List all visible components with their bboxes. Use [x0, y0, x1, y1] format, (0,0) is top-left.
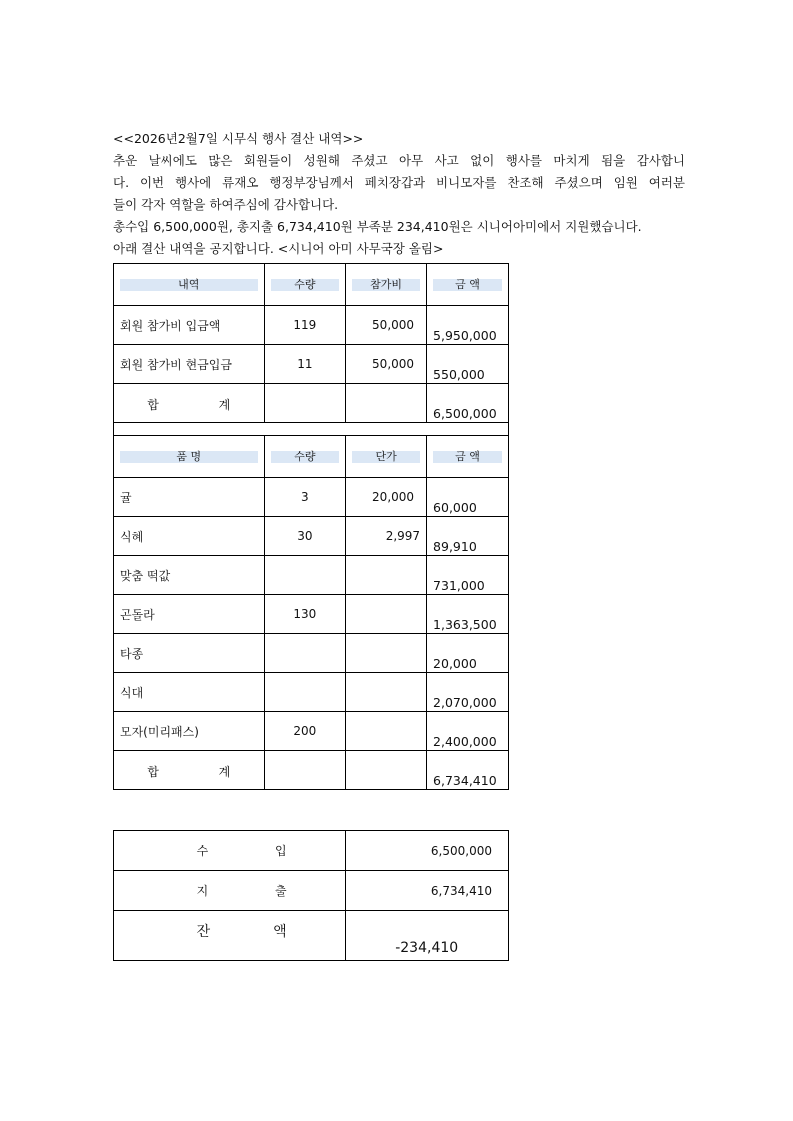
summary-income-value: 6,500,000: [346, 831, 509, 871]
row-price: 20,000: [346, 478, 427, 517]
expense-header-qty: 수량: [264, 436, 346, 478]
row-name: 회원 참가비 현금입금: [114, 345, 265, 384]
summary-expense-row: [114, 871, 509, 911]
empty-cell: [346, 751, 427, 790]
empty-cell: [346, 384, 427, 423]
row-price: 50,000: [346, 345, 427, 384]
row-qty: 119: [264, 306, 346, 345]
row-qty: 200: [264, 712, 346, 751]
table-row: [114, 595, 509, 634]
row-price: [346, 712, 427, 751]
row-amount: 1,363,500: [427, 595, 509, 634]
summary-income-label: 수 입: [114, 831, 346, 871]
income-total-amount: 6,500,000: [427, 384, 509, 423]
expense-total-row: [114, 751, 509, 790]
intro-line-2: 다. 이번 행사에 류재오 행정부장님께서 페치장갑과 비니모자를 찬조해 주셨으며 임원 여러분: [113, 175, 685, 190]
intro-line-4: 총수입 6,500,000원, 총지출 6,734,410원 부족분 234,410원은 시니어아미에서 지원했습니다.: [113, 219, 642, 234]
table-row: [114, 306, 509, 345]
summary-table: [113, 830, 509, 961]
table-row: [114, 634, 509, 673]
summary-balance-label: 잔 액: [114, 911, 346, 961]
row-amount: 2,070,000: [427, 673, 509, 712]
row-qty: 30: [264, 517, 346, 556]
intro-line-5: 아래 결산 내역을 공지합니다. <시니어 아미 사무국장 올림>: [113, 241, 444, 256]
income-header-fee: 참가비: [346, 264, 427, 306]
expense-header-row: [114, 436, 509, 478]
row-name: 맞춤 떡값: [114, 556, 265, 595]
row-amount: 731,000: [427, 556, 509, 595]
row-amount: 60,000: [427, 478, 509, 517]
table-row: [114, 556, 509, 595]
row-qty: [264, 634, 346, 673]
row-price: [346, 634, 427, 673]
row-name: 모자(미리패스): [114, 712, 265, 751]
row-name: 귤: [114, 478, 265, 517]
row-amount: 2,400,000: [427, 712, 509, 751]
empty-cell: [264, 751, 346, 790]
row-price: [346, 673, 427, 712]
income-total-row: [114, 384, 509, 423]
row-qty: [264, 673, 346, 712]
expense-header-unit-price: 단가: [346, 436, 427, 478]
row-qty: 130: [264, 595, 346, 634]
table-row: [114, 345, 509, 384]
expense-header-amount: 금 액: [427, 436, 509, 478]
row-name: 회원 참가비 입금액: [114, 306, 265, 345]
row-price: 50,000: [346, 306, 427, 345]
row-price: 2,997: [346, 517, 427, 556]
summary-expense-label: 지 출: [114, 871, 346, 911]
summary-income-row: [114, 831, 509, 871]
table-row: [114, 673, 509, 712]
table-row: [114, 712, 509, 751]
expense-total-amount: 6,734,410: [427, 751, 509, 790]
row-amount: 89,910: [427, 517, 509, 556]
expense-total-label: 합 계: [114, 751, 265, 790]
intro-line-3: 들이 각자 역할을 하여주심에 감사합니다.: [113, 197, 339, 212]
empty-cell: [264, 384, 346, 423]
gap-cell: [114, 423, 509, 436]
row-amount: 550,000: [427, 345, 509, 384]
income-header-item: 내역: [114, 264, 265, 306]
row-name: 식대: [114, 673, 265, 712]
summary-expense-value: 6,734,410: [346, 871, 509, 911]
income-header-qty: 수량: [264, 264, 346, 306]
summary-balance-value: -234,410: [346, 911, 509, 961]
table-gap-row: [114, 423, 509, 436]
row-qty: 11: [264, 345, 346, 384]
income-header-row: [114, 264, 509, 306]
row-name: 타종: [114, 634, 265, 673]
row-qty: [264, 556, 346, 595]
intro-text: [113, 128, 685, 260]
income-header-amount: 금 액: [427, 264, 509, 306]
table-row: [114, 517, 509, 556]
row-amount: 5,950,000: [427, 306, 509, 345]
table-row: [114, 478, 509, 517]
row-qty: 3: [264, 478, 346, 517]
intro-line-1: 추운 날씨에도 많은 회원들이 성원해 주셨고 아무 사고 없이 행사를 마치게 됨을 감사합니: [113, 153, 685, 168]
row-price: [346, 595, 427, 634]
row-price: [346, 556, 427, 595]
summary-balance-row: [114, 911, 509, 961]
row-amount: 20,000: [427, 634, 509, 673]
expense-header-item: 품 명: [114, 436, 265, 478]
income-total-label: 합 계: [114, 384, 265, 423]
document-title: <<2026년2월7일 시무식 행사 결산 내역>>: [113, 131, 364, 146]
row-name: 곤돌라: [114, 595, 265, 634]
row-name: 식혜: [114, 517, 265, 556]
settlement-table: [113, 263, 509, 790]
